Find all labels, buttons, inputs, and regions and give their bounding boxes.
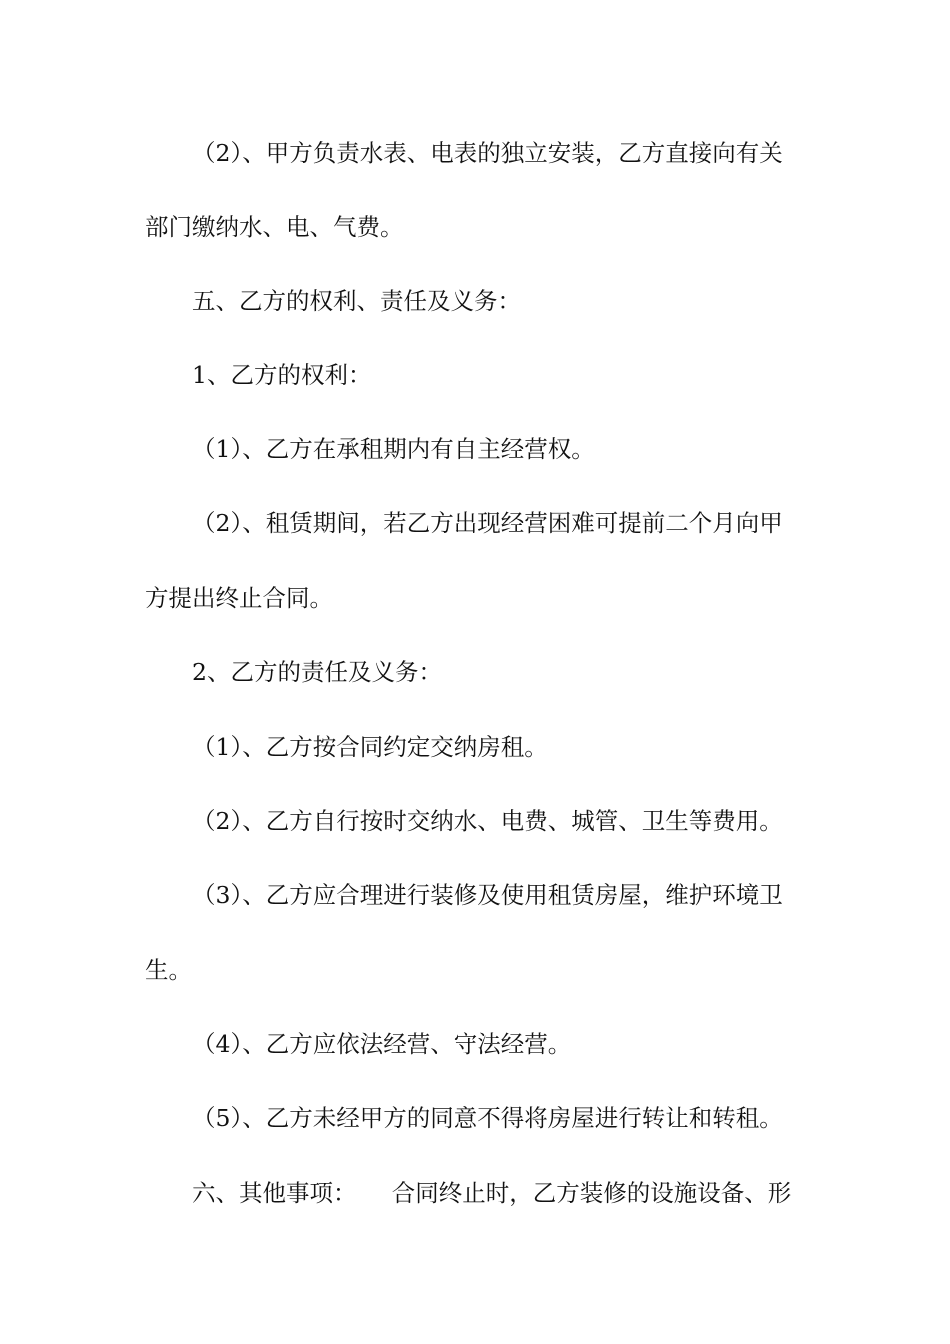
paragraph-line: （1）、乙方按合同约定交纳房租。 xyxy=(192,733,548,761)
paragraph-line: （2）、乙方自行按时交纳水、电费、城管、卫生等费用。 xyxy=(192,807,783,835)
paragraph-line: 方提出终止合同。 xyxy=(145,584,333,612)
paragraph-line: （4）、乙方应依法经营、守法经营。 xyxy=(192,1030,572,1058)
paragraph-line: （2）、甲方负责水表、电表的独立安装，乙方直接向有关 xyxy=(192,139,783,167)
paragraph-line: （2）、租赁期间，若乙方出现经营困难可提前二个月向甲 xyxy=(192,509,783,537)
section-heading: 六、其他事项： 合同终止时，乙方装修的设施设备、形 xyxy=(192,1179,792,1207)
paragraph-line: 生。 xyxy=(145,956,192,984)
paragraph-line: （5）、乙方未经甲方的同意不得将房屋进行转让和转租。 xyxy=(192,1104,783,1132)
subsection-heading: 2、乙方的责任及义务： xyxy=(192,658,442,686)
paragraph-line: （1）、乙方在承租期内有自主经营权。 xyxy=(192,435,595,463)
section-heading: 五、乙方的权利、责任及义务： xyxy=(192,287,521,315)
subsection-heading: 1、乙方的权利： xyxy=(192,361,372,389)
paragraph-line: （3）、乙方应合理进行装修及使用租赁房屋，维护环境卫 xyxy=(192,881,783,909)
paragraph-line: 部门缴纳水、电、气费。 xyxy=(145,213,404,241)
